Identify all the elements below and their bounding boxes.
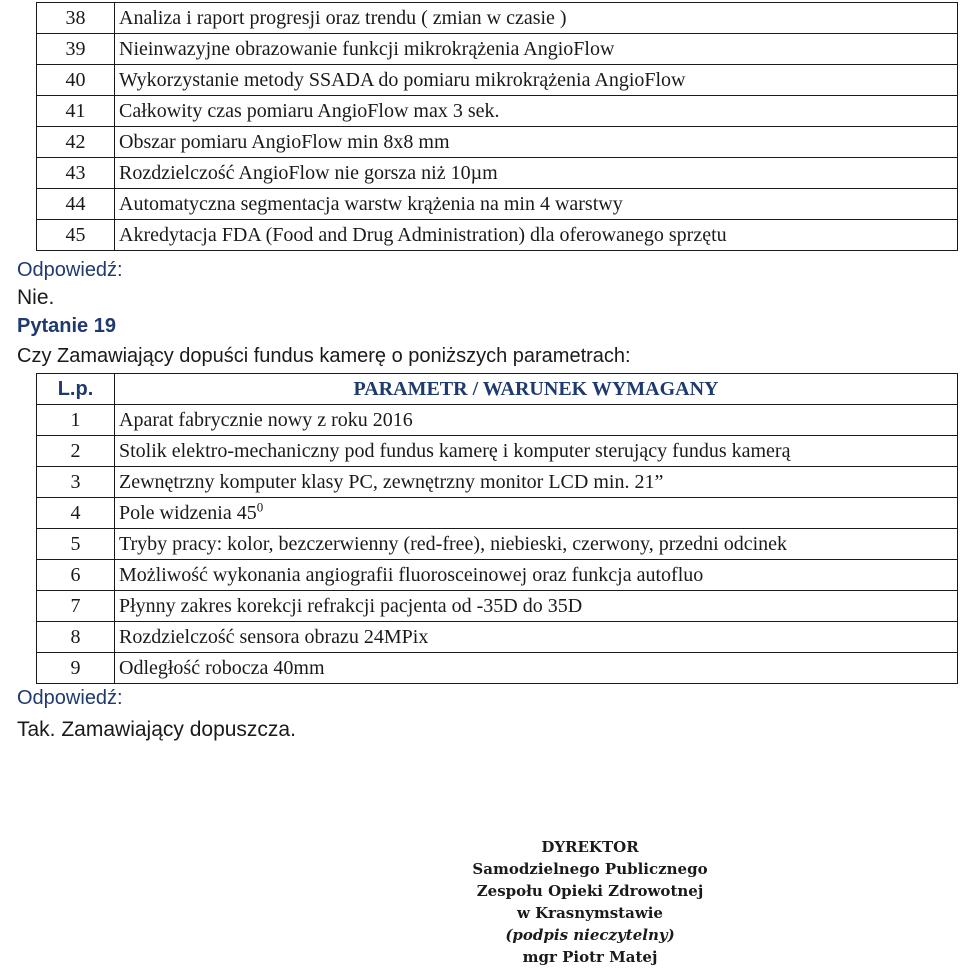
row-number: 3 bbox=[37, 467, 115, 498]
row-number: 42 bbox=[37, 127, 115, 158]
row-number: 38 bbox=[37, 3, 115, 34]
table-row bbox=[37, 591, 958, 622]
row-number: 7 bbox=[37, 591, 115, 622]
table-row bbox=[37, 158, 958, 189]
row-number: 2 bbox=[37, 436, 115, 467]
row-text-cell bbox=[115, 591, 958, 622]
row-text: Zewnętrzny komputer klasy PC, zewnętrzny monitor LCD min. 21” bbox=[119, 471, 664, 493]
row-text: Płynny zakres korekcji refrakcji pacjenta od -35D do 35D bbox=[119, 595, 583, 617]
row-number: 43 bbox=[37, 158, 115, 189]
row-number: 41 bbox=[37, 96, 115, 127]
row-superscript: 0 bbox=[256, 499, 264, 515]
table-row bbox=[37, 405, 958, 436]
signature-title: DYREKTOR bbox=[541, 838, 639, 856]
row-text-cell bbox=[115, 3, 958, 34]
answer-label: Odpowiedź: bbox=[17, 259, 123, 281]
row-number: 39 bbox=[37, 34, 115, 65]
row-text-cell bbox=[115, 65, 958, 96]
row-text-cell bbox=[115, 622, 958, 653]
row-text-cell bbox=[115, 653, 958, 684]
row-text-cell bbox=[115, 127, 958, 158]
row-text: Aparat fabrycznie nowy z roku 2016 bbox=[119, 409, 413, 431]
row-number: 40 bbox=[37, 65, 115, 96]
table-row bbox=[37, 498, 958, 529]
row-text: Pole widzenia 45 bbox=[119, 502, 257, 524]
answer-label-2: Odpowiedź: bbox=[17, 687, 123, 709]
answer-text-2: Tak. Zamawiający dopuszcza. bbox=[17, 718, 296, 741]
table-row bbox=[37, 3, 958, 34]
question-text: Czy Zamawiający dopuści fundus kamerę o poniższych parametrach: bbox=[17, 345, 631, 367]
signature-note: (podpis nieczytelny) bbox=[505, 926, 675, 944]
row-text-cell bbox=[115, 158, 958, 189]
table-row bbox=[37, 189, 958, 220]
row-text: Odległość robocza 40mm bbox=[119, 657, 325, 679]
row-text: Tryby pracy: kolor, bezczerwienny (red-free), niebieski, czerwony, przedni odcinek bbox=[119, 533, 787, 555]
table-row bbox=[37, 65, 958, 96]
row-text: Automatyczna segmentacja warstw krążenia na min 4 warstwy bbox=[119, 193, 623, 215]
question-title: Pytanie 19 bbox=[17, 315, 116, 337]
row-text-cell bbox=[115, 220, 958, 251]
table-row bbox=[37, 436, 958, 467]
row-text-cell bbox=[115, 498, 958, 529]
row-number: 6 bbox=[37, 560, 115, 591]
row-text-cell bbox=[115, 436, 958, 467]
row-text: Stolik elektro-mechaniczny pod fundus kamerę i komputer sterujący fundus kamerą bbox=[119, 440, 791, 462]
row-text-cell bbox=[115, 529, 958, 560]
table-row bbox=[37, 467, 958, 498]
signature-institution-2: Zespołu Opieki Zdrowotnej bbox=[476, 882, 704, 900]
row-text-cell bbox=[115, 560, 958, 591]
row-number: 8 bbox=[37, 622, 115, 653]
row-text-cell bbox=[115, 34, 958, 65]
row-text: Rozdzielczość AngioFlow nie gorsza niż 10µm bbox=[119, 162, 498, 184]
row-text: Całkowity czas pomiaru AngioFlow max 3 sek. bbox=[119, 100, 500, 122]
table-row bbox=[37, 560, 958, 591]
signature-name: mgr Piotr Matej bbox=[522, 948, 658, 966]
signature-block bbox=[390, 836, 790, 968]
table-row bbox=[37, 220, 958, 251]
row-number: 44 bbox=[37, 189, 115, 220]
row-number: 1 bbox=[37, 405, 115, 436]
table-row bbox=[37, 127, 958, 158]
row-text-cell bbox=[115, 467, 958, 498]
row-number: 5 bbox=[37, 529, 115, 560]
fundus-camera-parameters-table bbox=[36, 373, 958, 684]
requirements-table-continued bbox=[36, 2, 958, 251]
row-text: Nieinwazyjne obrazowanie funkcji mikrokrążenia AngioFlow bbox=[119, 38, 615, 60]
signature-institution-1: Samodzielnego Publicznego bbox=[472, 860, 708, 878]
row-text: Możliwość wykonania angiografii fluorosceinowej oraz funkcja autofluo bbox=[119, 564, 704, 586]
row-text: Rozdzielczość sensora obrazu 24MPix bbox=[119, 626, 429, 648]
row-text: Analiza i raport progresji oraz trendu ( zmian w czasie ) bbox=[119, 7, 567, 29]
signature-location: w Krasnymstawie bbox=[517, 904, 663, 922]
table-row bbox=[37, 529, 958, 560]
header-parameter: PARAMETR / WARUNEK WYMAGANY bbox=[115, 374, 958, 405]
table-row bbox=[37, 622, 958, 653]
table-header-row bbox=[37, 374, 958, 405]
table-row bbox=[37, 653, 958, 684]
table-row bbox=[37, 96, 958, 127]
row-number: 45 bbox=[37, 220, 115, 251]
row-text-cell bbox=[115, 96, 958, 127]
row-text: Obszar pomiaru AngioFlow min 8x8 mm bbox=[119, 131, 450, 153]
row-text-cell bbox=[115, 405, 958, 436]
row-number: 9 bbox=[37, 653, 115, 684]
table-row bbox=[37, 34, 958, 65]
row-text-cell bbox=[115, 189, 958, 220]
row-text: Wykorzystanie metody SSADA do pomiaru mikrokrążenia AngioFlow bbox=[119, 69, 686, 91]
row-number: 4 bbox=[37, 498, 115, 529]
row-text: Akredytacja FDA (Food and Drug Administration) dla oferowanego sprzętu bbox=[119, 224, 727, 246]
header-lp: L.p. bbox=[37, 374, 115, 405]
answer-text: Nie. bbox=[17, 286, 55, 309]
